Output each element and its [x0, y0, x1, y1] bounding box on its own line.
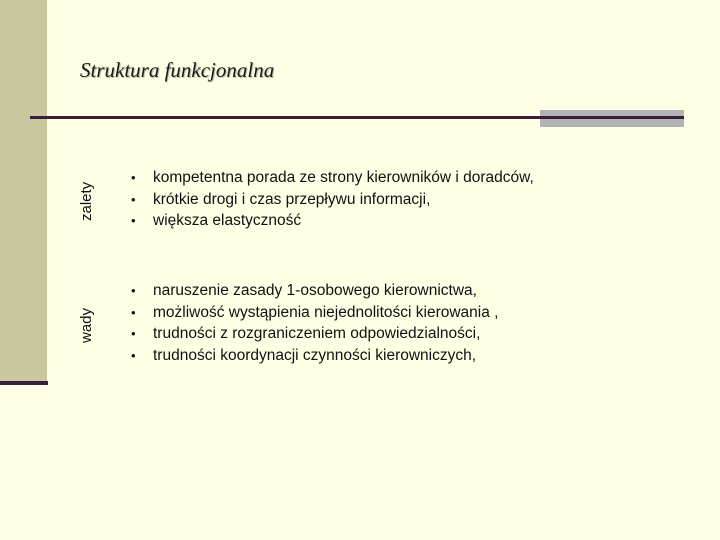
list-item: • trudności koordynacji czynności kierowniczych,: [129, 345, 498, 367]
side-bar-underline: [0, 381, 48, 385]
list-item: • krótkie drogi i czas przepływu informacji,: [129, 189, 534, 211]
slide-title: Struktura funkcjonalna: [80, 58, 275, 82]
cons-label: wady: [78, 307, 95, 343]
list-item: • możliwość wystąpienia niejednolitości kierowania ,: [129, 302, 498, 324]
list-item: • kompetentna porada ze strony kierowników i doradców,: [129, 167, 534, 189]
pros-label: zalety: [78, 181, 95, 221]
cons-list: [129, 280, 498, 366]
title-rule: [30, 116, 684, 119]
pros-list: [129, 167, 534, 232]
list-item: • naruszenie zasady 1-osobowego kierownictwa,: [129, 280, 498, 302]
list-item: • trudności z rozgraniczeniem odpowiedzialności,: [129, 323, 498, 345]
list-item: • większa elastyczność: [129, 210, 534, 232]
side-decoration-bar: [0, 0, 47, 384]
